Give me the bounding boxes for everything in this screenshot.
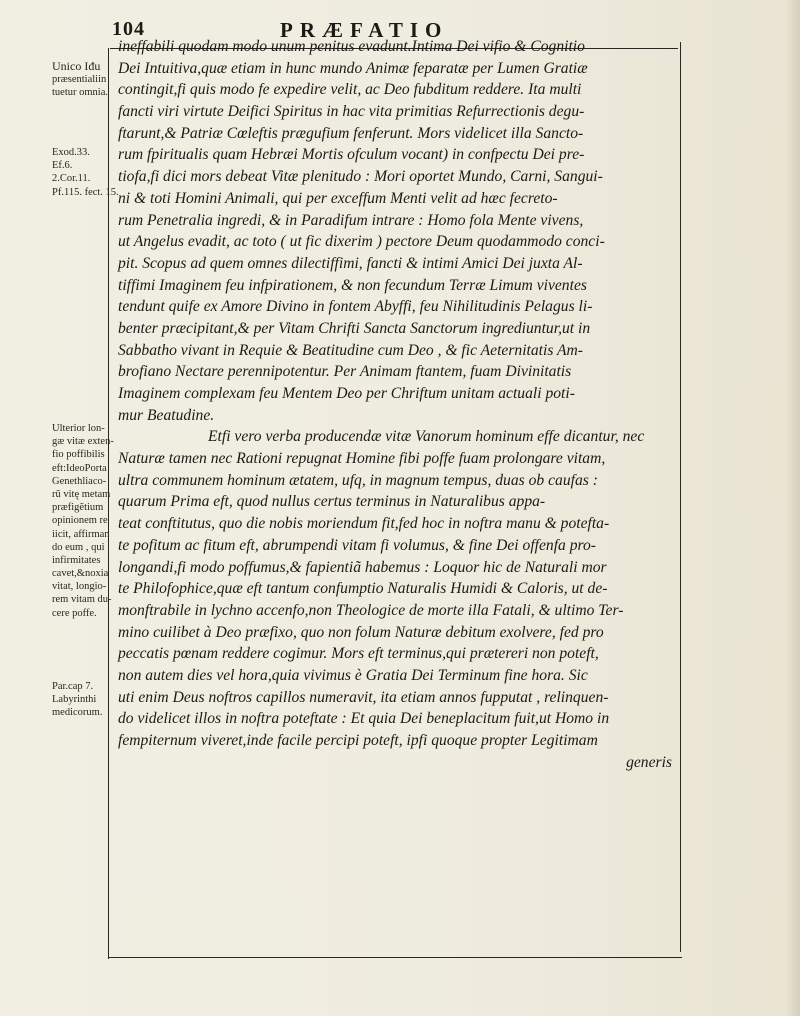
margin-note-line: Par.cap 7. [52, 681, 94, 692]
frame-left-rule [108, 48, 109, 959]
margin-note-line: iicit, affirman [52, 528, 110, 540]
page-edge-shadow [786, 0, 800, 1016]
margin-note-line: cavet,&noxia [52, 568, 109, 580]
text-line: monftrabile in lychno accenfo,non Theologice de morte illa Fatali, & ultimo Ter- [118, 601, 624, 619]
text-line: quarum Prima eft, quod nullus certus terminus in Naturalibus appa- [118, 493, 546, 511]
margin-note-citations [52, 146, 119, 199]
margin-note-reference [52, 680, 108, 720]
margin-note-line: Pf.115. fect. 15. [52, 186, 119, 198]
text-line: ni & toti Homini Animali, qui per exceffum Menti velit ad hæc fecreto- [118, 189, 558, 207]
text-line: brofiano Nectare perennipotentur. Per Animam ftantem, fuam Divinitatis [118, 363, 572, 381]
text-line: ultra communem hominum ætatem, ufq, in magnum tempus, duas ob caufas : [118, 471, 598, 489]
margin-note-line: gæ vitæ exten- [52, 436, 114, 448]
margin-note-line: vitat, longio- [52, 581, 107, 593]
text-line: mur Beatudine. [118, 406, 215, 424]
margin-note-line: Labyrinthi [52, 694, 97, 706]
running-title: PRÆFATIO [280, 18, 449, 42]
text-line: rum Penetralia ingredi, & in Paradifum intrare : Homo fola Mente vivens, [118, 211, 584, 229]
margin-note-line: rũ vitę metam [52, 488, 111, 500]
text-line: ftarunt,& Patriæ Cœleftis prægufium fenferunt. Mors videlicet illa Sancto- [118, 124, 584, 142]
margin-note-line: Ef.6. [52, 160, 73, 172]
text-line: fempiternum viveret,inde facile percipi poteft, ipfi quoque propter Legitimam [118, 732, 598, 749]
margin-note-line: infirmitates [52, 554, 101, 566]
text-line: te pofitum ac fitum eft, abrumpendi vitam fi volumus, & fine Dei offenfa pro- [118, 536, 596, 554]
margin-note-line: eft:IdeoPorta [52, 462, 107, 474]
text-line: ut Angelus evadit, ac toto ( ut fic dixerim ) pectore Deum quodammodo conci- [118, 233, 605, 251]
margin-note-line: do eum , qui [52, 541, 105, 553]
margin-note-line: præfigẽtium [52, 502, 104, 514]
text-line: contingit,fi quis modo fe expedire velit, ac Deo fubditum reddere. Ita multi [118, 81, 582, 99]
text-line: do videlicet illos in noftra poteftate : Et quia Dei beneplacitum fuit,ut Homo in [118, 710, 610, 728]
text-line: Imaginem complexam feu Mentem Deo per Chriftum unitam actuali poti- [118, 385, 575, 402]
text-line: Naturæ tamen nec Rationi repugnat Homine fibi poffe fuam prolongare vitam, [118, 450, 606, 468]
margin-note [52, 60, 108, 100]
margin-note-line: Genethliaco- [52, 475, 107, 487]
margin-note-line: 2.Cor.11. [52, 173, 91, 185]
text-line: benter præcipitant,& per Vitam Chrifti Sancta Sanctorum ingrediuntur,ut in [118, 319, 591, 337]
frame-right-rule [680, 42, 681, 952]
text-line: fancti viri virtute Deifici Spiritus in hac vita primitias Refurrectionis degu- [118, 103, 585, 121]
margin-note [52, 422, 114, 620]
margin-note-line: rem vitam du- [52, 594, 112, 606]
text-line-paragraph-start: Etfi vero verba producendæ vitæ Vanorum hominum effe dicantur, nec [208, 428, 645, 446]
catchword: generis [626, 753, 672, 771]
margin-note-line: cere poffe. [52, 607, 97, 619]
text-line: te Philofophice,quæ eft tantum confumptio Naturalis Humidi & Caloris, ut de- [118, 580, 608, 598]
text-line: uti enim Deus noftros capillos numeravit, ita etiam annos fupputat , relinquen- [118, 688, 609, 706]
text-line: tiofa,fi dici mors debeat Vitæ plenitudo : Mori oportet Mundo, Carni, Sangui- [118, 168, 603, 186]
margin-note-line: medicorum. [52, 707, 103, 719]
text-line: Dei Intuitiva,quæ etiam in hunc mundo Animæ feparatæ per Lumen Gratiæ [118, 59, 588, 77]
text-line: Sabbatho vivant in Requie & Beatitudine cum Deo , & fic Aeternitatis Am- [118, 341, 583, 359]
page-number: 104 [112, 18, 145, 40]
body-text [118, 36, 674, 773]
text-line: tiffimi Imaginem feu infpirationem, & non fecundum Terræ Limum viventes [118, 276, 587, 294]
text-line: peccatis pœnam reddere cogimur. Mors eft terminus,qui prætereri non poteft, [118, 645, 599, 663]
margin-note-line: fio poffibilis [52, 449, 105, 461]
text-line: longandi,fi modo poffumus,& fapientiã habemus : Loquor hic de Naturali mor [118, 558, 607, 576]
text-line: non autem dies vel hora,quia vivimus è Gratia Dei Terminum fine hora. Sic [118, 666, 588, 684]
text-line: ineffabili quodam modo unum penitus evadunt.Intima Dei vifio & Cognitio [118, 38, 585, 55]
text-line: teat conftitutus, quo die nobis moriendum fit,fed hoc in noftra manu & poteftа- [118, 515, 610, 533]
text-line: tendunt quife ex Amore Divino in fontem Abyffi, feu Nihilitudinis Pelagus li- [118, 298, 593, 316]
margin-note-line: opinionem re [52, 515, 108, 527]
margin-note-line: tuetur omnia. [52, 87, 108, 99]
margin-note-line: Unico Iđu [52, 59, 101, 73]
frame-bottom-rule [108, 957, 682, 958]
text-line: rum fpiritualis quam Hebræi Mortis ofculum vocant) in confpectu Dei pre- [118, 146, 585, 164]
text-line: pit. Scopus ad quem omnes dilectiffimi, fancti & intimi Amici Dei juxta Al- [118, 254, 583, 272]
text-line: mino cuilibet à Deo præfixo, quo non folum Naturæ debitum exolvere, fed pro [118, 623, 604, 641]
margin-note-line: præsentialiin [52, 74, 107, 86]
margin-note-line: Exod.33. [52, 147, 90, 158]
margin-note-line: Ulterior lon- [52, 423, 105, 434]
